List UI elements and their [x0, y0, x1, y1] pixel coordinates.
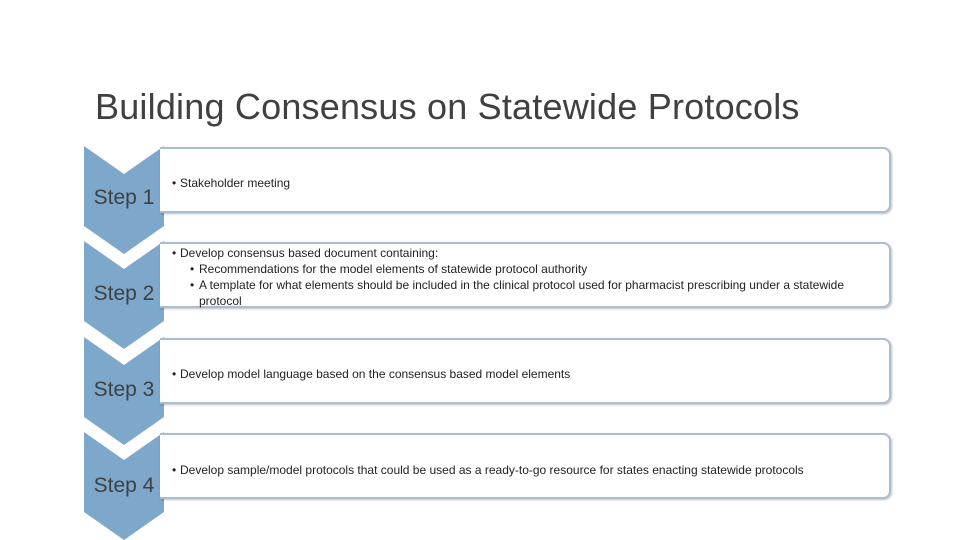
step-3-label: Step 3 — [93, 378, 155, 401]
step-1-bullet-list — [172, 175, 879, 191]
step-2-sub-bullet-1: • Recommendations for the model elements of statewide protocol authority — [190, 261, 879, 277]
step-2-bullet-list — [172, 245, 879, 309]
step-4-row — [0, 432, 960, 540]
step-1-content — [160, 147, 891, 213]
step-2-bullet-text: Develop consensus based document containing: — [180, 246, 439, 260]
step-4-content — [160, 433, 891, 499]
step-2-label: Step 2 — [93, 282, 155, 305]
step-3-row — [0, 337, 960, 447]
step-4-label: Step 4 — [93, 474, 155, 497]
step-1-label: Step 1 — [93, 186, 155, 209]
step-2-sub-bullet-2: • A template for what elements should be included in the clinical protocol used for pharmacist prescribing under a statewide protocol — [190, 277, 879, 309]
step-3-bullet: • Develop model language based on the consensus based model elements — [172, 366, 879, 382]
step-2-content — [160, 242, 891, 308]
step-2-row — [0, 241, 960, 351]
step-1-row — [0, 146, 960, 256]
step-4-bullet-list — [172, 462, 879, 478]
step-3-content — [160, 338, 891, 404]
step-2-bullet — [172, 245, 879, 309]
step-4-bullet: • Develop sample/model protocols that could be used as a ready-to-go resource for states enacting statewide protocols — [172, 462, 879, 478]
step-3-bullet-list — [172, 366, 879, 382]
step-2-sub-bullet-list — [180, 261, 879, 309]
slide-title: Building Consensus on Statewide Protocols — [95, 86, 800, 127]
step-1-bullet: • Stakeholder meeting — [172, 175, 879, 191]
